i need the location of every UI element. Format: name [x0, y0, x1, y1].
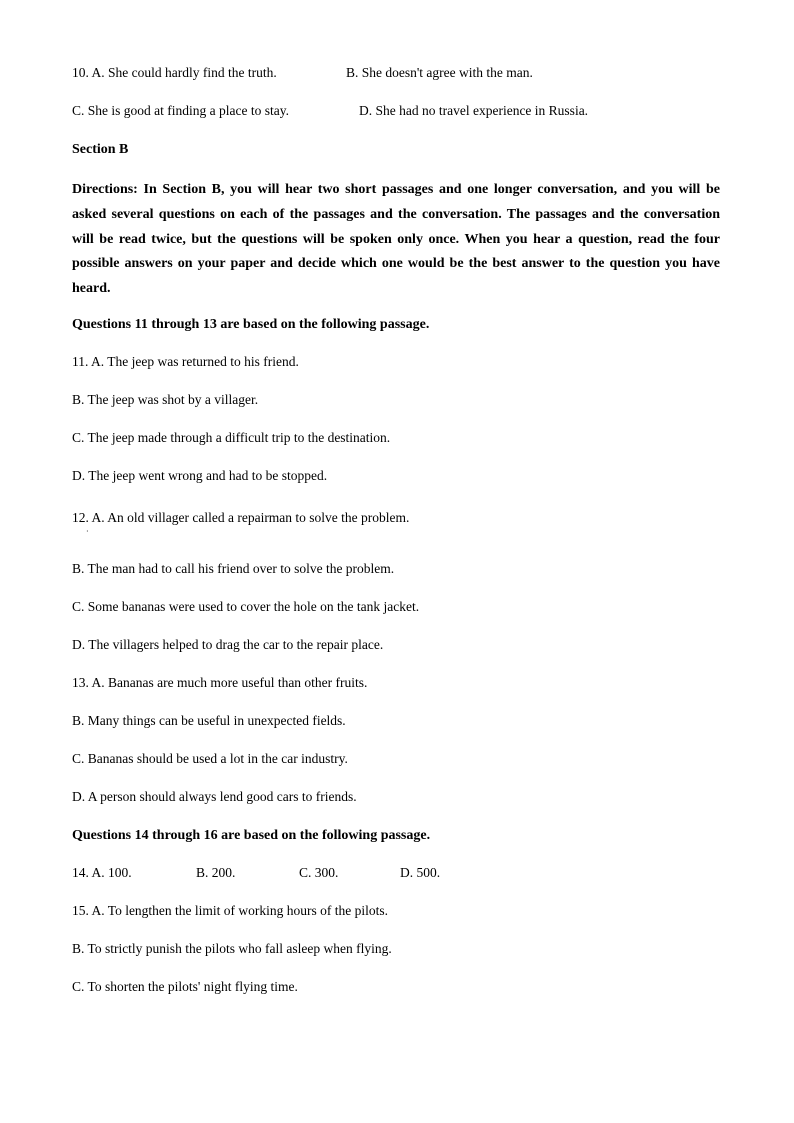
q15-option-a: 15. A. To lengthen the limit of working hours of the pilots. [72, 903, 389, 918]
q10-option-b: B. She doesn't agree with the man. [346, 65, 533, 80]
q11-option-b: B. The jeep was shot by a villager. [72, 392, 259, 407]
q14-option-d: D. 500. [400, 865, 441, 880]
q10-option-a: 10. A. She could hardly find the truth. [72, 65, 277, 80]
q14-option-b: B. 200. [196, 865, 236, 880]
q12-option-c: C. Some bananas were used to cover the hole on the tank jacket. [72, 599, 420, 614]
q12-option-b: B. The man had to call his friend over to solve the problem. [72, 561, 395, 576]
q13-option-d: D. A person should always lend good cars to friends. [72, 789, 357, 804]
q13-option-c: C. Bananas should be used a lot in the car industry. [72, 751, 348, 766]
q12-option-d: D. The villagers helped to drag the car to the repair place. [72, 637, 384, 652]
stray-mark: · [86, 527, 89, 536]
section-title: Section B [72, 142, 129, 157]
q10-option-c: C. She is good at finding a place to stay. [72, 103, 289, 118]
q11-option-c: C. The jeep made through a difficult trip to the destination. [72, 430, 391, 445]
directions-paragraph: Directions: In Section B, you will hear two short passages and one longer conversation, and you will be asked several questions on each of the passages and the conversation. The passages and the conversation will be read twice, but the questions will be spoken only once. When you hear a question, read the four possible answers on your paper and decide which one would be the best answer to the question you have heard. [72, 182, 720, 297]
group1-heading: Questions 11 through 13 are based on the following passage. [72, 317, 430, 332]
q11-option-d: D. The jeep went wrong and had to be stopped. [72, 468, 328, 483]
q14-option-a: 14. A. 100. [72, 865, 132, 880]
group2-heading: Questions 14 through 16 are based on the following passage. [72, 828, 431, 843]
q13-option-b: B. Many things can be useful in unexpected fields. [72, 713, 346, 728]
q15-option-c: C. To shorten the pilots' night flying time. [72, 979, 298, 994]
q15-option-b: B. To strictly punish the pilots who fall asleep when flying. [72, 941, 392, 956]
q11-option-a: 11. A. The jeep was returned to his friend. [72, 354, 299, 369]
q14-option-c: C. 300. [299, 865, 339, 880]
q13-option-a: 13. A. Bananas are much more useful than other fruits. [72, 675, 368, 690]
q12-option-a: 12. A. An old villager called a repairman to solve the problem. [72, 510, 410, 525]
q10-option-d: D. She had no travel experience in Russia. [359, 103, 589, 118]
